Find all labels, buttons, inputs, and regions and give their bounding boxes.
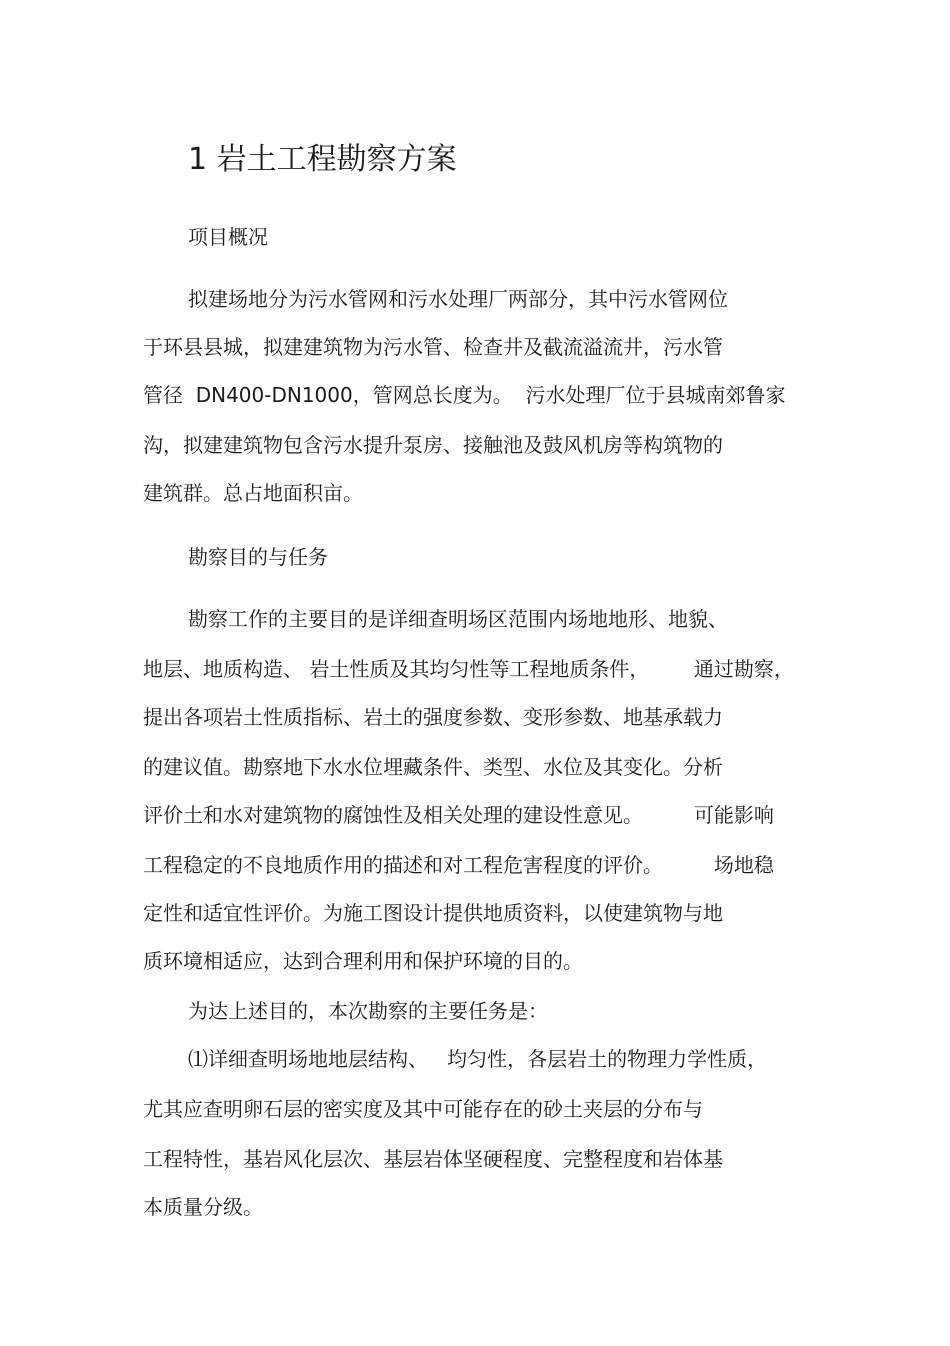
- section-heading-purpose: 勘察目的与任务: [188, 545, 328, 569]
- paragraph-line: 本质量分级。: [143, 1195, 263, 1219]
- paragraph-line: 定性和适宜性评价。为施工图设计提供地质资料，以使建筑物与地: [143, 901, 723, 925]
- paragraph-line: 建筑群。总占地面积亩。: [143, 481, 363, 505]
- paragraph-line: 工程稳定的不良地质作用的描述和对工程危害程度的评价。 场地稳: [143, 853, 774, 877]
- paragraph-line: 拟建场地分为污水管网和污水处理厂两部分，其中污水管网位: [188, 287, 728, 311]
- paragraph-line: 尤其应查明卵石层的密实度及其中可能存在的砂土夹层的分布与: [143, 1097, 703, 1121]
- paragraph-line: ⑴详细查明场地地层结构、 均匀性，各层岩土的物理力学性质，: [188, 1047, 768, 1071]
- paragraph-line: 的建议值。勘察地下水水位埋藏条件、类型、水位及其变化。分析: [143, 755, 723, 779]
- paragraph-line: 为达上述目的，本次勘察的主要任务是：: [188, 999, 548, 1023]
- paragraph-line: 工程特性，基岩风化层次、基层岩体坚硬程度、完整程度和岩体基: [143, 1147, 723, 1171]
- paragraph-line: 提出各项岩土性质指标、岩土的强度参数、变形参数、地基承载力: [143, 705, 723, 729]
- paragraph-line: 沟，拟建建筑物包含污水提升泵房、接触池及鼓风机房等构筑物的: [143, 433, 723, 457]
- section-heading-overview: 项目概况: [188, 225, 268, 249]
- paragraph-line: 地层、地质构造、 岩土性质及其均匀性等工程地质条件， 通过勘察，: [143, 657, 794, 681]
- paragraph-line: 管径 DN400-DN1000，管网总长度为。 污水处理厂位于县城南郊鲁家: [143, 383, 786, 407]
- paragraph-line: 勘察工作的主要目的是详细查明场区范围内场地地形、地貌、: [188, 607, 728, 631]
- paragraph-line: 于环县县城，拟建建筑物为污水管、检查井及截流溢流井，污水管: [143, 335, 723, 359]
- document-title: 1 岩土工程勘察方案: [188, 142, 457, 177]
- paragraph-line: 质环境相适应，达到合理利用和保护环境的目的。: [143, 949, 583, 973]
- paragraph-line: 评价土和水对建筑物的腐蚀性及相关处理的建设性意见。 可能影响: [143, 803, 774, 827]
